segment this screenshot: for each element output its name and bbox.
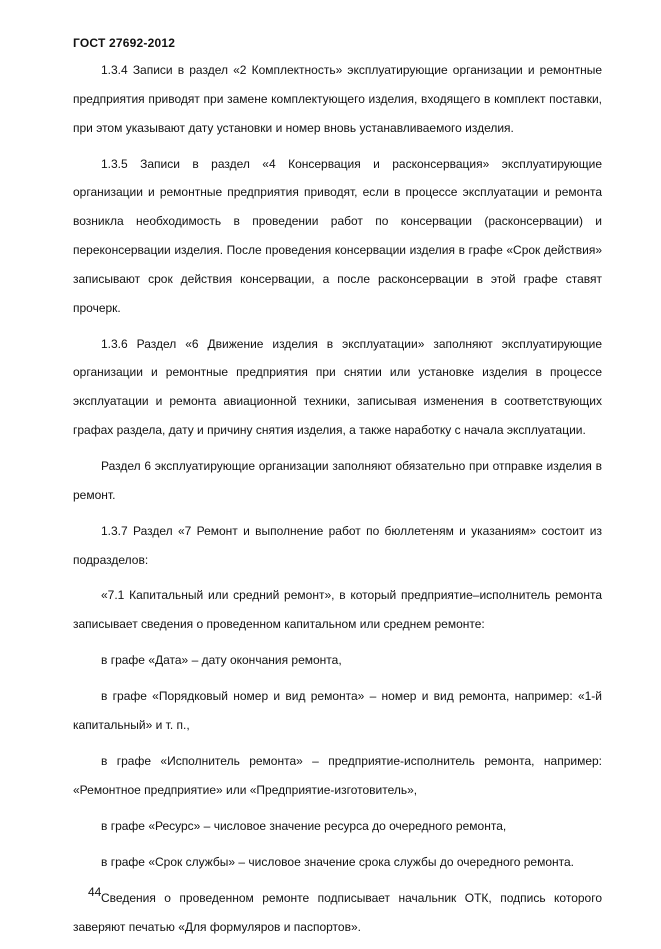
paragraph-1-3-4: 1.3.4 Записи в раздел «2 Комплектность» эксплуатирующие организации и ремонтные предприятия приводят при замене комплектующего изделия, входящего в комплект поставки, при этом указывают дату установки и номер вновь устанавливаемого изделия.	[73, 63, 602, 135]
paragraph-1-3-7: 1.3.7 Раздел «7 Ремонт и выполнение работ по бюллетеням и указаниям» состоит из подразделов:	[73, 523, 602, 567]
paragraph-1-3-6: 1.3.6 Раздел «6 Движение изделия в эксплуатации» заполняют эксплуатирующие организации и ремонтные предприятия при снятии или установке изделия в процессе эксплуатации и ремонта авиационной техники, записывая изменения в соответствующих графах раздела, дату и причину снятия изделия, а также наработку с начала эксплуатации.	[73, 336, 602, 437]
paragraph-column-date: в графе «Дата» – дату окончания ремонта,	[101, 653, 342, 668]
document-body	[73, 56, 602, 949]
paragraph-column-repair-number: в графе «Порядковый номер и вид ремонта» – номер и вид ремонта, например: «1-й капитальный» и т. п.,	[73, 689, 602, 733]
paragraph-1-3-5: 1.3.5 Записи в раздел «4 Консервация и расконсервация» эксплуатирующие организации и ремонтные предприятия приводят, если в процессе эксплуатации и ремонта возникла необходимость в проведении работ по консервации (расконсервации) и переконсервации изделия. После проведения консервации изделия в графе «Срок действия» записывают срок действия консервации, а после расконсервации в этой графе ставят прочерк.	[73, 156, 602, 315]
paragraph-repair-signature: Сведения о проведенном ремонте подписывает начальник ОТК, подпись которого заверяют печатью «Для формуляров и паспортов».	[73, 890, 602, 934]
paragraph-column-repair-performer: в графе «Исполнитель ремонта» – предприятие-исполнитель ремонта, например: «Ремонтное предприятие» или «Предприятие-изготовитель»,	[73, 754, 602, 797]
paragraph-column-resource: в графе «Ресурс» – числовое значение ресурса до очередного ремонта,	[101, 818, 507, 833]
standard-code-header: ГОСТ 27692-2012	[73, 36, 176, 50]
paragraph-column-service-life: в графе «Срок службы» – числовое значение срока службы до очередного ремонта.	[101, 854, 575, 869]
paragraph-section-6-note: Раздел 6 эксплуатирующие организации заполняют обязательно при отправке изделия в ремонт.	[73, 458, 602, 502]
paragraph-subsection-7-1: «7.1 Капитальный или средний ремонт», в который предприятие–исполнитель ремонта записывает сведения о проведенном капитальном или среднем ремонте:	[73, 588, 602, 632]
page-number: 44	[88, 885, 102, 899]
